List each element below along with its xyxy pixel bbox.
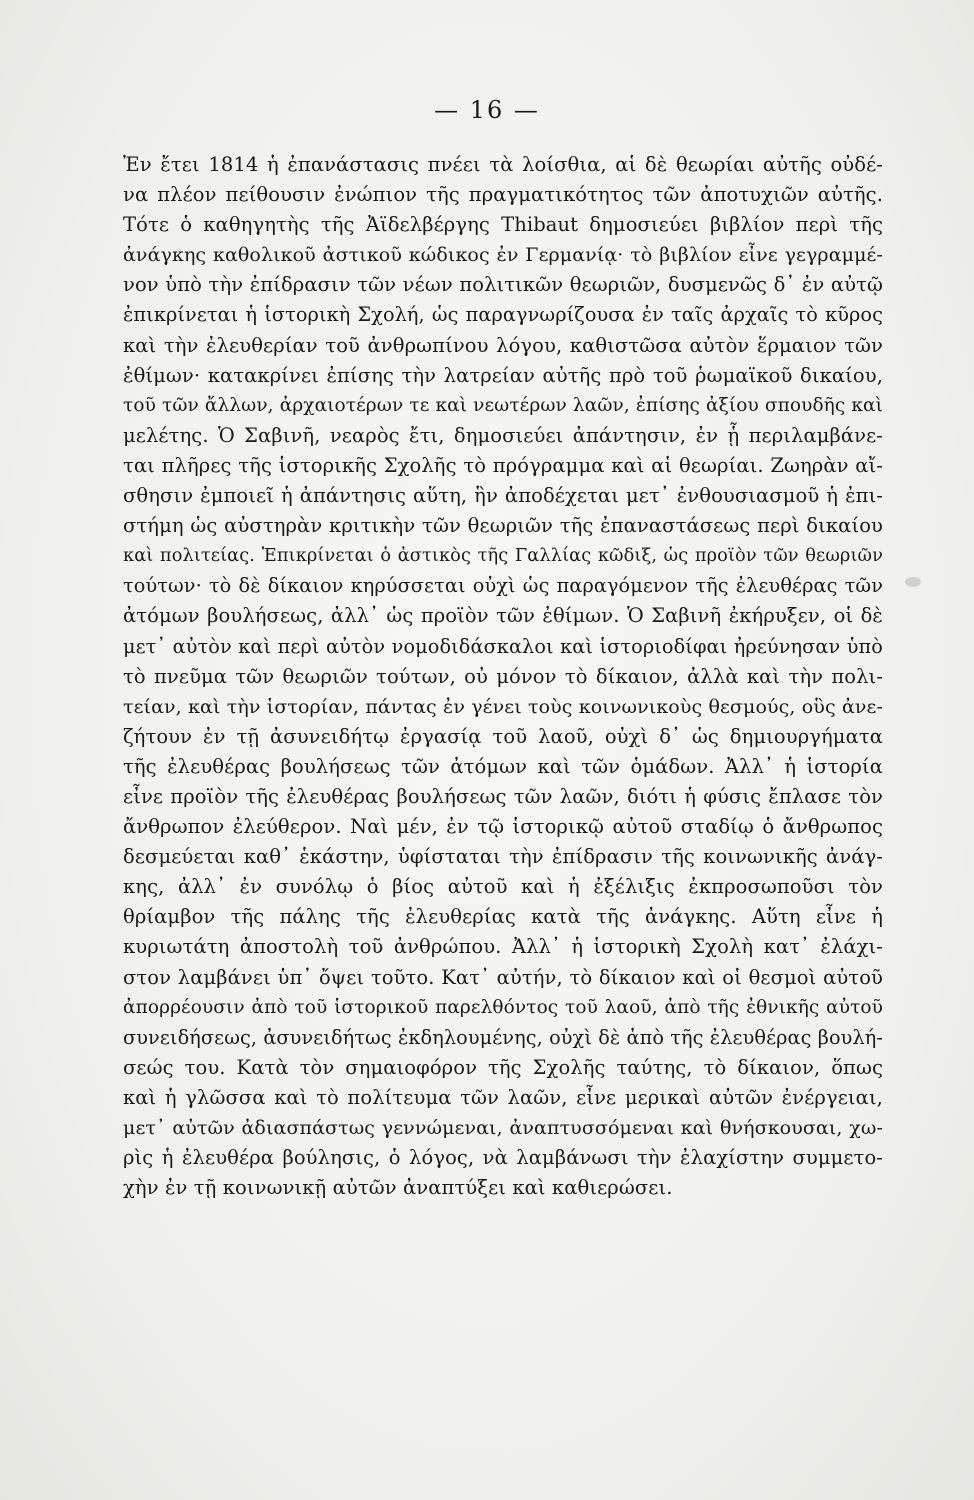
text-line: σθησιν ἐμποιεῖ ἡ ἀπάντησις αὕτη, ἣν ἀποδέχεται μετ᾿ ἐνθουσιασμοῦ ἡ ἐπι-: [123, 484, 883, 508]
text-line: θρίαμβον τῆς πάλης τῆς ἐλευθερίας κατὰ τῆς ἀνάγκης. Αὕτη εἶνε ἡ: [123, 905, 883, 929]
text-line: ἐθίμων· κατακρίνει ἐπίσης τὴν λατρείαν αὐτῆς πρὸ τοῦ ῥωμαϊκοῦ δικαίου,: [123, 363, 883, 387]
text-line: στον λαμβάνει ὑπ᾿ ὄψει τοῦτο. Κατ᾿ αὐτήν, τὸ δίκαιον καὶ οἱ θεσμοὶ αὐτοῦ: [123, 965, 883, 989]
text-line: τοῦ τῶν ἄλλων, ἀρχαιοτέρων τε καὶ νεωτέρων λαῶν, ἐπίσης ἀξίου σπουδῆς καὶ: [123, 394, 883, 416]
text-line: δεσμεύεται καθ᾿ ἑκάστην, ὑφίσταται τὴν ἐπίδρασιν τῆς κοινωνικῆς ἀνάγ-: [123, 845, 883, 869]
text-line: ζήτουν ἐν τῇ ἀσυνειδήτῳ ἐργασίᾳ τοῦ λαοῦ, οὐχὶ δ᾿ ὡς δημιουργήματα: [123, 724, 883, 748]
text-line: ται πλῆρες τῆς ἱστορικῆς Σχολῆς τὸ πρόγραμμα καὶ αἱ θεωρίαι. Ζωηρὰν αἴ-: [123, 453, 883, 477]
text-line: ἀπορρέουσιν ἀπὸ τοῦ ἱστορικοῦ παρελθόντος τοῦ λαοῦ, ἀπὸ τῆς ἐθνικῆς αὐτοῦ: [123, 996, 883, 1018]
page-number: — 16 —: [434, 96, 540, 124]
text-line: στήμη ὡς αὐστηρὰν κριτικὴν τῶν θεωριῶν τῆς ἐπαναστάσεως περὶ δικαίου: [123, 514, 883, 538]
text-line: τῆς ἐλευθέρας βουλήσεως τῶν ἀτόμων καὶ τῶν ὁμάδων. Ἀλλ᾿ ἡ ἱστορία: [123, 754, 883, 778]
text-line: μελέτης. Ὁ Σαβινῆ, νεαρὸς ἔτι, δημοσιεύει ἀπάντησιν, ἐν ᾗ περιλαμβάνε-: [123, 423, 883, 447]
text-line: μετ᾿ αὐτῶν ἀδιασπάστως γεννώμεναι, ἀναπτυσσόμεναι καὶ θνήσκουσαι, χω-: [123, 1117, 883, 1139]
text-line: τείαν, καὶ τὴν ἱστορίαν, πάντας ἐν γένει τοὺς κοινωνικοὺς θεσμούς, οὓς ἀνε-: [123, 695, 883, 718]
text-line: καὶ τὴν ἐλευθερίαν τοῦ ἀνθρωπίνου λόγου, καθιστῶσα αὐτὸν ἕρμαιον τῶν: [123, 333, 883, 357]
text-line: να πλέον πείθουσιν ἐνώπιον τῆς πραγματικότητος τῶν ἀποτυχιῶν αὐτῆς.: [123, 183, 883, 207]
text-line: ἀνάγκης καθολικοῦ ἀστικοῦ κώδικος ἐν Γερμανίᾳ· τὸ βιβλίον εἶνε γεγραμμέ-: [123, 244, 883, 267]
ink-smudge: [905, 577, 921, 587]
text-line: καὶ ἡ γλῶσσα καὶ τὸ πολίτευμα τῶν λαῶν, εἶνε μερικαὶ αὐτῶν ἐνέργειαι,: [123, 1085, 883, 1109]
text-line: Ἐν ἔτει 1814 ἡ ἐπανάστασις πνέει τὰ λοίσθια, αἱ δὲ θεωρίαι αὐτῆς οὐδέ-: [123, 153, 883, 176]
body-text: [123, 150, 883, 1203]
text-line: τὸ πνεῦμα τῶν θεωριῶν τούτων, οὐ μόνον τὸ δίκαιον, ἀλλὰ καὶ τὴν πολι-: [123, 664, 883, 688]
text-line: ἄνθρωπον ἐλεύθερον. Ναὶ μέν, ἐν τῷ ἱστορικῷ αὐτοῦ σταδίῳ ὁ ἄνθρωπος: [123, 815, 883, 839]
text-line: εἶνε προϊὸν τῆς ἐλευθέρας βουλήσεως τῶν λαῶν, διότι ἡ φύσις ἔπλασε τὸν: [123, 784, 883, 808]
text-line: κυριωτάτη ἀποστολὴ τοῦ ἀνθρώπου. Ἀλλ᾿ ἡ ἱστορικὴ Σχολὴ κατ᾿ ἐλάχι-: [123, 935, 883, 959]
text-line: ἐπικρίνεται ἡ ἱστορικὴ Σχολή, ὡς παραγνωρίζουσα ἐν ταῖς ἀρχαῖς τὸ κῦρος: [123, 303, 883, 327]
text-line: σεώς του. Κατὰ τὸν σημαιοφόρον τῆς Σχολῆς ταύτης, τὸ δίκαιον, ὅπως: [123, 1055, 883, 1079]
text-line: συνειδήσεως, ἀσυνειδήτως ἐκδηλουμένης, οὐχὶ δὲ ἀπὸ τῆς ἐλευθέρας βουλή-: [123, 1025, 883, 1049]
text-line-last: χὴν ἐν τῇ κοινωνικῇ αὐτῶν ἀναπτύξει καὶ καθιερώσει.: [123, 1176, 673, 1200]
text-line: Τότε ὁ καθηγητὴς τῆς Ἀϊδελβέργης Thibaut δημοσιεύει βιβλίον περὶ τῆς: [123, 213, 883, 237]
text-line: μετ᾿ αὐτὸν καὶ περὶ αὐτὸν νομοδιδάσκαλοι καὶ ἱστοριοδίφαι ἠρεύνησαν ὑπὸ: [123, 634, 883, 658]
text-line: καὶ πολιτείας. Ἐπικρίνεται ὁ ἀστικὸς τῆς Γαλλίας κῶδιξ, ὡς προϊὸν τῶν θεωριῶν: [123, 546, 883, 567]
text-line: ἀτόμων βουλήσεως, ἀλλ᾿ ὡς προϊὸν τῶν ἐθίμων. Ὁ Σαβινῆ ἐκήρυξεν, οἱ δὲ: [123, 604, 883, 628]
text-line: τούτων· τὸ δὲ δίκαιον κηρύσσεται οὐχὶ ὡς παραγόμενον τῆς ἐλευθέρας τῶν: [123, 574, 883, 598]
text-line: νον ὑπὸ τὴν ἐπίδρασιν τῶν νέων πολιτικῶν θεωριῶν, δυσμενῶς δ᾿ ἐν αὐτῷ: [123, 273, 883, 297]
text-line: κης, ἀλλ᾿ ἐν συνόλῳ ὁ βίος αὐτοῦ καὶ ἡ ἐξέλιξις ἐκπροσωποῦσι τὸν: [123, 875, 883, 899]
text-line: ρὶς ἡ ἐλευθέρα βούλησις, ὁ λόγος, νὰ λαμβάνωσι τὴν ἐλαχίστην συμμετο-: [123, 1146, 883, 1170]
